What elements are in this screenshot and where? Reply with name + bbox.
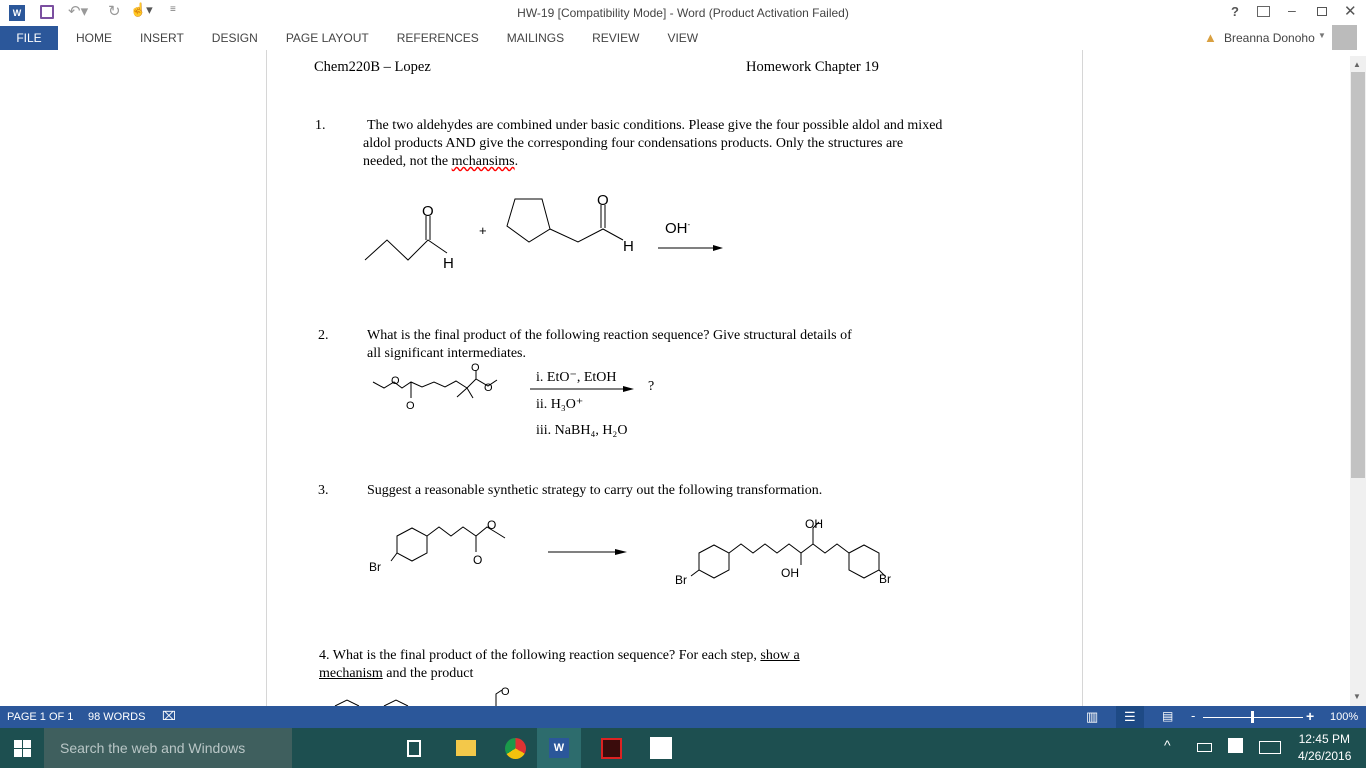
scroll-up-icon[interactable]: ▲: [1353, 60, 1361, 69]
plus-sign: +: [479, 223, 487, 238]
title-bar: [0, 0, 1366, 26]
file-explorer-icon[interactable]: [456, 740, 476, 756]
window-title: HW-19 [Compatibility Mode] - Word (Product Activation Failed): [517, 6, 849, 20]
tab-mailings[interactable]: MAILINGS: [506, 31, 565, 45]
print-layout-button[interactable]: [1116, 706, 1144, 728]
warning-icon: ▲: [1204, 30, 1217, 45]
clock-date: 4/26/2016: [1298, 749, 1352, 763]
word-taskbar-icon: W: [549, 738, 569, 758]
q1-line2: aldol products AND give the corresponding four condensations products. Only the structures are: [363, 136, 904, 151]
q4-line2b: and the product: [382, 666, 474, 681]
q2-step3: iii. NaBH₄, H₂O: [536, 423, 628, 438]
tab-page-layout[interactable]: PAGE LAYOUT: [285, 31, 369, 45]
read-mode-icon[interactable]: ▥: [1086, 709, 1099, 724]
help-icon[interactable]: ?: [1231, 4, 1239, 19]
q1-number: 1.: [315, 118, 326, 133]
tab-references[interactable]: REFERENCES: [396, 31, 479, 45]
print-layout-icon: ☰: [1124, 709, 1136, 724]
q3-text: Suggest a reasonable synthetic strategy to carry out the following transformation.: [367, 483, 823, 498]
proofing-icon[interactable]: ⌧: [162, 709, 176, 723]
svg-text:OH: OH: [781, 566, 799, 580]
q1-line3: [363, 153, 1043, 171]
svg-text:O: O: [473, 553, 483, 567]
svg-text:O: O: [471, 362, 480, 374]
word-taskbar-button[interactable]: [537, 728, 581, 768]
q2-line2: all significant intermediates.: [367, 346, 527, 361]
close-icon[interactable]: ✕: [1344, 3, 1357, 20]
q1-text: [363, 117, 1043, 171]
q2-line1: What is the final product of the following reaction sequence? Give structural details of: [367, 328, 852, 343]
battery-icon[interactable]: [1197, 743, 1212, 752]
acrobat-icon[interactable]: [601, 738, 622, 759]
photos-icon[interactable]: [650, 737, 672, 759]
tab-insert[interactable]: INSERT: [140, 31, 184, 45]
clock[interactable]: [1298, 732, 1350, 763]
q1-reagent: OH-: [665, 220, 691, 237]
customize-qat-icon[interactable]: ≡: [170, 4, 176, 15]
header-left: Chem220B – Lopez: [314, 59, 431, 75]
q2-result: ?: [648, 379, 655, 394]
web-layout-icon[interactable]: ▤: [1162, 709, 1174, 723]
word-icon: W: [9, 5, 25, 21]
svg-text:O: O: [501, 686, 510, 698]
redo-icon[interactable]: ↻: [108, 3, 121, 20]
svg-text:Br: Br: [369, 560, 381, 574]
zoom-out-button[interactable]: -: [1191, 708, 1196, 723]
minimize-icon[interactable]: –: [1288, 2, 1296, 18]
svg-text:O: O: [597, 192, 609, 209]
q1-line3c: .: [514, 154, 519, 169]
tab-design[interactable]: DESIGN: [211, 31, 258, 45]
zoom-in-button[interactable]: +: [1306, 708, 1315, 724]
undo-icon[interactable]: ↶▾: [68, 3, 89, 20]
svg-text:Br: Br: [879, 572, 891, 586]
page-count[interactable]: PAGE 1 OF 1: [7, 711, 74, 723]
vertical-scrollbar[interactable]: [1350, 56, 1366, 706]
tab-file[interactable]: FILE: [0, 26, 58, 50]
clock-time: 12:45 PM: [1298, 732, 1350, 746]
document-area: [0, 50, 1350, 706]
q2-step1: i. EtO⁻, EtOH: [536, 370, 617, 385]
document-page[interactable]: [266, 50, 1083, 706]
tab-review[interactable]: REVIEW: [592, 31, 640, 45]
q1-line3a: needed, not the: [363, 154, 452, 169]
zoom-slider-thumb[interactable]: [1251, 711, 1254, 723]
q1-misspelled-word[interactable]: mchansims: [451, 154, 515, 169]
ribbon-display-icon[interactable]: [1257, 6, 1270, 17]
q2-number: 2.: [318, 328, 329, 343]
svg-text:O: O: [391, 375, 400, 387]
svg-text:H: H: [443, 255, 454, 272]
q2-text: [367, 327, 852, 363]
q1-line1: The two aldehydes are combined under basic conditions. Please give the four possible aldol and mixed: [367, 118, 943, 133]
tab-home[interactable]: HOME: [76, 31, 112, 45]
q1-reagent-text: OH: [665, 220, 688, 237]
q4-line1b: show a: [760, 648, 800, 663]
svg-text:O: O: [406, 400, 415, 412]
tab-view[interactable]: VIEW: [667, 31, 699, 45]
q3-number: 3.: [318, 483, 329, 498]
svg-text:O: O: [422, 203, 434, 220]
restore-icon[interactable]: [1317, 7, 1327, 16]
task-view-icon[interactable]: [407, 740, 421, 757]
svg-text:H: H: [623, 238, 634, 255]
q4-line1a: 4. What is the final product of the following reaction sequence? For each step,: [319, 648, 761, 663]
windows-start-icon[interactable]: [14, 740, 31, 757]
user-menu-chevron-icon[interactable]: ▼: [1318, 31, 1326, 40]
header-right: Homework Chapter 19: [746, 59, 879, 75]
scroll-down-icon[interactable]: ▼: [1353, 692, 1361, 701]
action-center-icon[interactable]: [1228, 738, 1243, 753]
word-count[interactable]: 98 WORDS: [88, 711, 146, 723]
svg-text:O: O: [484, 382, 493, 394]
touch-mode-icon[interactable]: ☝▾: [130, 2, 153, 17]
svg-text:OH: OH: [805, 517, 823, 531]
q2-step2: ii. H₃O⁺: [536, 397, 584, 412]
q4-line2a: mechanism: [319, 666, 383, 681]
show-hidden-icons-icon[interactable]: ^: [1164, 737, 1171, 753]
svg-text:Br: Br: [675, 573, 687, 587]
q4-text: [319, 647, 800, 683]
status-bar: [0, 706, 1366, 728]
touch-keyboard-icon[interactable]: [1259, 741, 1281, 754]
chrome-icon[interactable]: [505, 738, 526, 759]
avatar[interactable]: [1332, 25, 1357, 50]
scroll-thumb[interactable]: [1351, 72, 1365, 478]
svg-text:O: O: [487, 518, 497, 532]
ribbon-tabs: [0, 26, 1366, 50]
user-name[interactable]: Breanna Donoho: [1224, 31, 1315, 45]
zoom-level[interactable]: 100%: [1330, 711, 1359, 723]
taskbar-search-input[interactable]: Search the web and Windows: [44, 728, 292, 768]
